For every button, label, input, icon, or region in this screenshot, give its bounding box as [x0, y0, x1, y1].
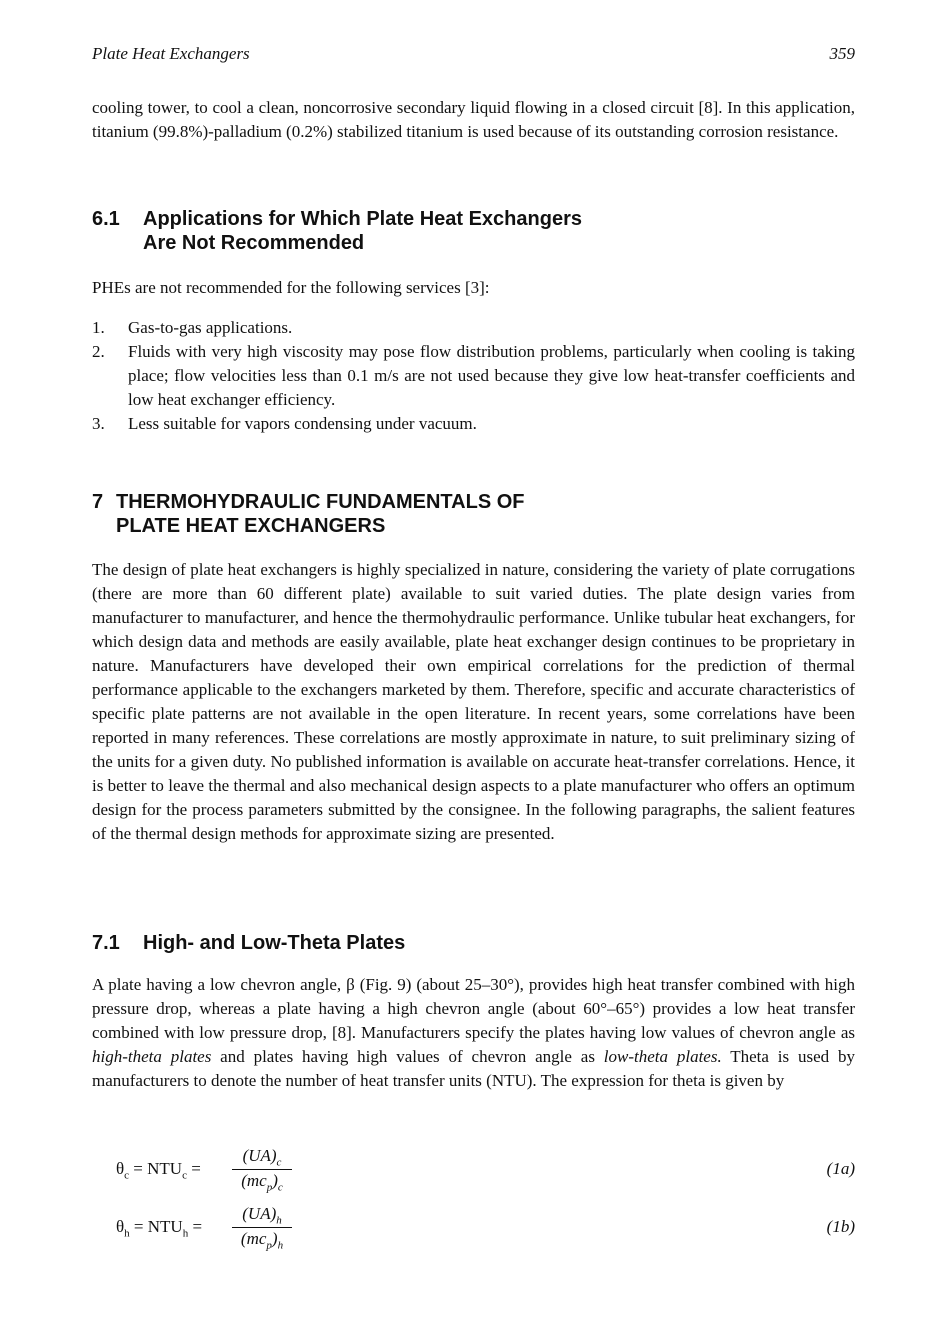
list-item: [92, 316, 855, 340]
equation-1b: [92, 1200, 855, 1260]
equation-tag: (1a): [826, 1159, 855, 1178]
list-item-number: 3.: [92, 414, 105, 433]
equation-lhs: $\theta_c = NTU_c$ =: [116, 1159, 201, 1182]
section-7-title-line1: THERMOHYDRAULIC FUNDAMENTALS OF: [116, 491, 525, 513]
section-6-1-title: [92, 207, 855, 255]
page-number: 359: [829, 44, 855, 63]
theta-subscript: c: [124, 1169, 130, 1182]
section-6-1-title-line1: Applications for Which Plate Heat Exchangers: [143, 208, 582, 230]
section-6-1-lead: PHEs are not recommended for the following services [3]:: [92, 278, 490, 297]
denominator-subscript: h: [277, 1239, 284, 1252]
section-7-1-italic-1: high-theta plates: [92, 1047, 212, 1066]
equation-lhs: $\theta_h = NTU_h$ =: [116, 1217, 203, 1240]
numerator-subscript: c: [276, 1156, 282, 1169]
denominator-inner-subscript: p: [266, 1239, 272, 1252]
section-7-1-text-2: and plates having high values of chevron angle as: [211, 1047, 604, 1066]
section-7-paragraph: The design of plate heat exchangers is highly specialized in nature, considering the variety of plate corrugations (there are more than 60 different plate) available to suit varied duties. The plate design varies from manufacturer to manufacturer, and hence the thermohydraulic performance. Unlike tubular heat exchangers, for which design data and methods are easily available, plate heat exchanger design continues to be proprietary in nature. Manufacturers have developed their own empirical correlations for the prediction of thermal performance applicable to the exchangers marketed by them. Therefore, specific and accurate characteristics of specific plate patterns are not available in the open literature. In recent years, some correlations have been reported in many references. These correlations are mostly approximate in nature, to suit preliminary sizing of the units for a given duty. No published information is available on accurate heat-transfer correlations. Hence, it is better to leave the thermal and also mechanical design aspects to a plate manufacturer who offers an optimum design for the process parameters submitted by the consignee. In the following paragraphs, the salient features of the thermal design methods for approximate sizing are presented.: [92, 560, 855, 843]
denominator-text: (mc: [241, 1171, 267, 1191]
running-title: Plate Heat Exchangers: [92, 44, 250, 63]
fraction-denominator: [232, 1170, 292, 1193]
equation-1a: [92, 1142, 855, 1202]
section-7-body: [92, 558, 855, 846]
section-7-1-italic-2: low-theta plates.: [603, 1047, 722, 1066]
theta-subscript: h: [124, 1227, 130, 1240]
denominator-close: ): [271, 1229, 278, 1249]
section-7-1-title-text: High- and Low-Theta Plates: [143, 932, 406, 954]
numerator-text: (UA): [242, 1204, 277, 1223]
fraction-numerator: [232, 1146, 292, 1170]
denominator-text: (mc: [240, 1229, 267, 1249]
section-6-1-title-text: [143, 207, 582, 255]
section-7-1-title: [92, 931, 855, 955]
equation-fraction: [232, 1146, 292, 1194]
section-6-1-heading: [92, 207, 855, 255]
list-item-text: Less suitable for vapors condensing under vacuum.: [128, 414, 477, 433]
intro-block: [92, 96, 855, 144]
ntu-subscript: c: [182, 1169, 187, 1182]
fraction-denominator: [232, 1228, 292, 1251]
list-item: [92, 340, 855, 412]
list-item-text: Gas-to-gas applications.: [128, 318, 293, 337]
equation-fraction: [232, 1204, 292, 1252]
numbered-list: [92, 316, 855, 436]
list-item-number: 2.: [92, 342, 105, 361]
denominator-subscript: c: [277, 1181, 283, 1194]
denominator-inner-subscript: p: [266, 1181, 273, 1194]
section-7-1-text-3: Theta is used by manufacturers to denote the number of heat transfer units (NTU). The expression for theta is given by: [92, 1047, 855, 1090]
ntu-subscript: h: [182, 1227, 189, 1240]
section-6-1-lead-block: [92, 276, 855, 300]
list-item-text: Fluids with very high viscosity may pose flow distribution problems, particularly when cooling is taking place; flow velocities less than 0.1 m/s are not used because they give low heat-transfer coefficients and low heat exchanger efficiency.: [128, 342, 855, 409]
section-7-title: [92, 490, 855, 538]
section-7-1-text-1: A plate having a low chevron angle, β (Fig. 9) (about 25–30°), provides high heat transfer combined with high pressure drop, whereas a plate having a high chevron angle (about 60°–65°) provides a low heat transfer combined with low pressure drop, [8]. Manufacturers specify the plates having low values of chevron angle as: [92, 975, 855, 1042]
section-6-1-number: 6.1: [92, 208, 120, 230]
theta-symbol: θ: [116, 1159, 125, 1178]
section-7-title-text: [116, 490, 525, 538]
section-7-1-body: [92, 973, 855, 1093]
section-7-1-paragraph: [92, 973, 855, 1093]
section-7-title-line2: PLATE HEAT EXCHANGERS: [116, 515, 386, 537]
intro-paragraph: cooling tower, to cool a clean, noncorrosive secondary liquid flowing in a closed circuit [8]. In this application, titanium (99.8%)-palladium (0.2%) stabilized titanium is used because of its outstanding corrosion resistance.: [92, 98, 855, 141]
list-item-number: 1.: [92, 318, 105, 337]
section-7-heading: [92, 490, 855, 538]
equals-ntu: = NTU: [129, 1217, 183, 1236]
list-item: [92, 412, 855, 436]
section-7-1-number: 7.1: [92, 932, 120, 954]
section-6-1-title-line2: Are Not Recommended: [143, 232, 365, 254]
numerator-subscript: h: [276, 1214, 282, 1227]
theta-symbol: θ: [116, 1217, 125, 1236]
equation-tag: (1b): [826, 1217, 855, 1236]
numerator-text: (UA): [242, 1146, 277, 1165]
equals-ntu: = NTU: [129, 1159, 183, 1178]
section-7-number: 7: [92, 491, 104, 513]
fraction-numerator: [232, 1204, 292, 1228]
denominator-close: ): [272, 1171, 278, 1191]
section-7-1-heading: [92, 931, 855, 955]
not-recommended-list: [92, 316, 855, 436]
